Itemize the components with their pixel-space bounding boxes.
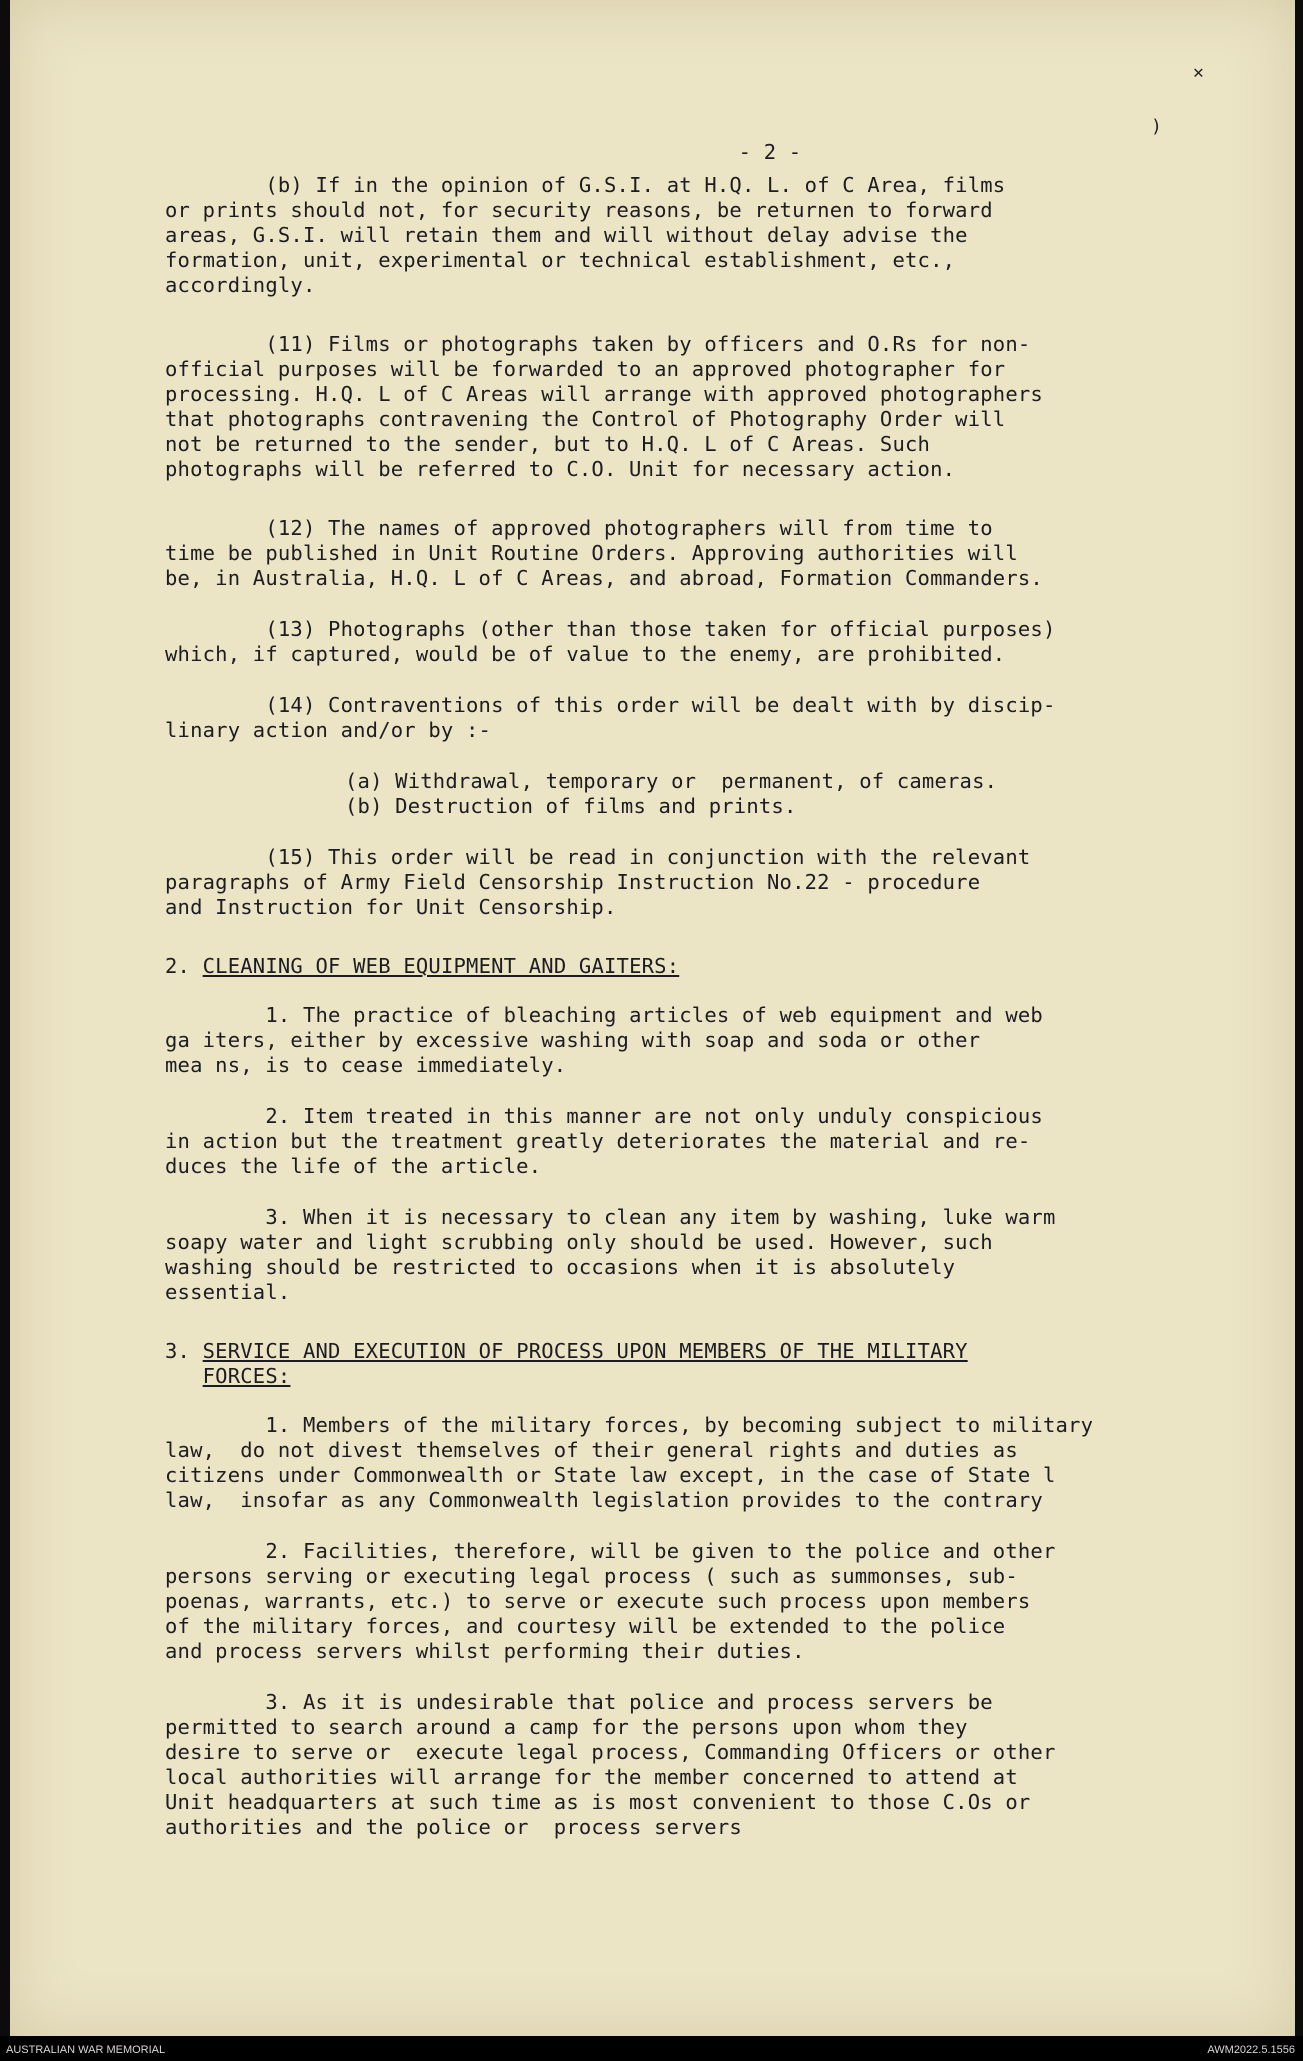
- section-number: 3.: [165, 1339, 191, 1363]
- paragraph-10b: (b) If in the opinion of G.S.I. at H.Q. L. of C Area, films or prints should not, for security reasons, be returnen to forward areas, G.S.I. will retain them and will without delay advise the formation, unit, experimental or technical establishment, etc., accordingly.: [165, 173, 1006, 297]
- section-title-line2: FORCES:: [202, 1364, 291, 1388]
- paper-mark: ): [1151, 116, 1162, 137]
- sub-item-list: [165, 769, 1235, 819]
- paragraph-13: (13) Photographs (other than those taken for official purposes) which, if captured, would be of value to the enemy, are prohibited.: [165, 617, 1056, 666]
- section-3-heading: [165, 1339, 1235, 1389]
- paragraph-11: (11) Films or photographs taken by officers and O.Rs for non- official purposes will be forwarded to an approved photographer for processing. H.Q. L of C Areas will arrange with approved photographers that photographs contravening the Control of Photography Order will not be returned to the sender, but to H.Q. L of C Areas. Such photographs will be referred to C.O. Unit for necessary action.: [165, 332, 1043, 481]
- sub-item: (a) Withdrawal, temporary or permanent, of cameras.: [345, 769, 998, 793]
- section-2-paragraph: 1. The practice of bleaching articles of web equipment and web ga iters, either by excessive washing with soap and soda or other mea ns, is to cease immediately.: [165, 1003, 1043, 1077]
- paragraph-12: (12) The names of approved photographers will from time to time be published in Unit Routine Orders. Approving authorities will be, in Australia, H.Q. L of C Areas, and abroad, Formation Commanders.: [165, 516, 1043, 590]
- paragraph-14: (14) Contraventions of this order will be dealt with by discip- linary action and/or by :-: [165, 693, 1056, 742]
- section-number: 2.: [165, 954, 191, 978]
- section-3-paragraph: 3. As it is undesirable that police and process servers be permitted to search around a camp for the persons upon whom they desire to serve or execute legal process, Commanding Officers or other local authorities will arrange for the member concerned to attend at Unit headquarters at such time as is most convenient to those C.Os or authorities and the police or process servers: [165, 1690, 1056, 1839]
- document-body: [165, 140, 1235, 1874]
- section-3-paragraph: 2. Facilities, therefore, will be given to the police and other persons serving or executing legal process ( such as summonses, sub- poenas, warrants, etc.) to serve or execute such process upon members of the military forces, and courtesy will be extended to the police and process servers whilst performing their duties.: [165, 1539, 1056, 1663]
- section-2-paragraph: 2. Item treated in this manner are not only unduly conspicious in action but the treatment greatly deteriorates the material and re- duces the life of the article.: [165, 1104, 1043, 1178]
- footer-accession-number: AWM2022.5.1556: [1207, 2044, 1295, 2056]
- section-title: CLEANING OF WEB EQUIPMENT AND GAITERS:: [202, 954, 680, 978]
- section-2-heading: [165, 954, 1235, 979]
- sub-item: (b) Destruction of films and prints.: [345, 794, 797, 818]
- archive-footer: [0, 2036, 1303, 2061]
- section-title: SERVICE AND EXECUTION OF PROCESS UPON MEMBERS OF THE MILITARY: [202, 1339, 968, 1363]
- footer-institution: AUSTRALIAN WAR MEMORIAL: [6, 2044, 166, 2056]
- section-3-paragraph: 1. Members of the military forces, by becoming subject to military law, do not divest themselves of their general rights and duties as citizens under Commonwealth or State law except, in the case of State l law, insofar as any Commonwealth legislation provides to the contrary: [165, 1413, 1094, 1512]
- section-2-paragraph: 3. When it is necessary to clean any item by washing, luke warm soapy water and light scrubbing only should be used. However, such washing should be restricted to occasions when it is absolutely essential.: [165, 1205, 1056, 1304]
- page-number: - 2 -: [738, 140, 802, 164]
- paper-mark: ✕: [1193, 62, 1204, 83]
- paragraph-15: (15) This order will be read in conjunction with the relevant paragraphs of Army Field Censorship Instruction No.22 - procedure and Instruction for Unit Censorship.: [165, 845, 1031, 919]
